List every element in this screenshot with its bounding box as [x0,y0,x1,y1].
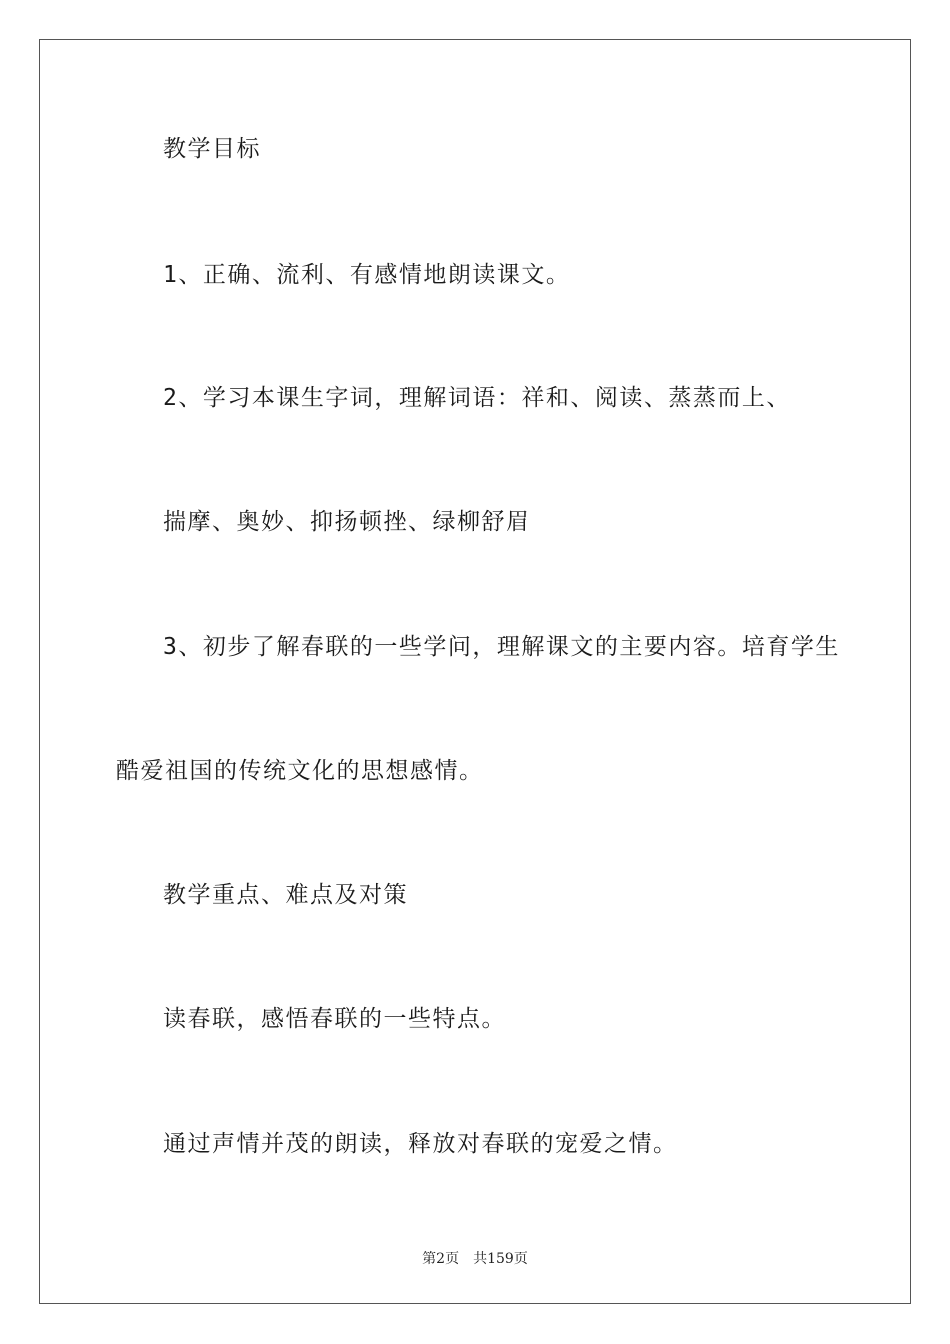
page-number: 第2页 [422,1251,460,1267]
goal-item-2-continued: 揣摩、奥妙、抑扬顿挫、绿柳舒眉 [163,509,531,535]
key-point-1: 读春联，感悟春联的一些特点。 [163,1006,506,1032]
goal-item-3-continued: 酷爱祖国的传统文化的思想感情。 [116,758,484,784]
heading-teaching-goals: 教学目标 [163,136,261,162]
goal-item-1: 1、正确、流利、有感情地朗读课文。 [163,262,571,288]
page-border [39,39,911,1304]
goal-item-3: 3、初步了解春联的一些学问，理解课文的主要内容。培育学生 [163,634,840,660]
key-point-2: 通过声情并茂的朗读，释放对春联的宠爱之情。 [163,1131,678,1157]
goal-item-2: 2、学习本课生字词，理解词语：祥和、阅读、蒸蒸而上、 [163,385,791,411]
total-pages: 共159页 [473,1251,528,1267]
heading-key-points: 教学重点、难点及对策 [163,882,408,908]
page-footer [0,1248,950,1268]
